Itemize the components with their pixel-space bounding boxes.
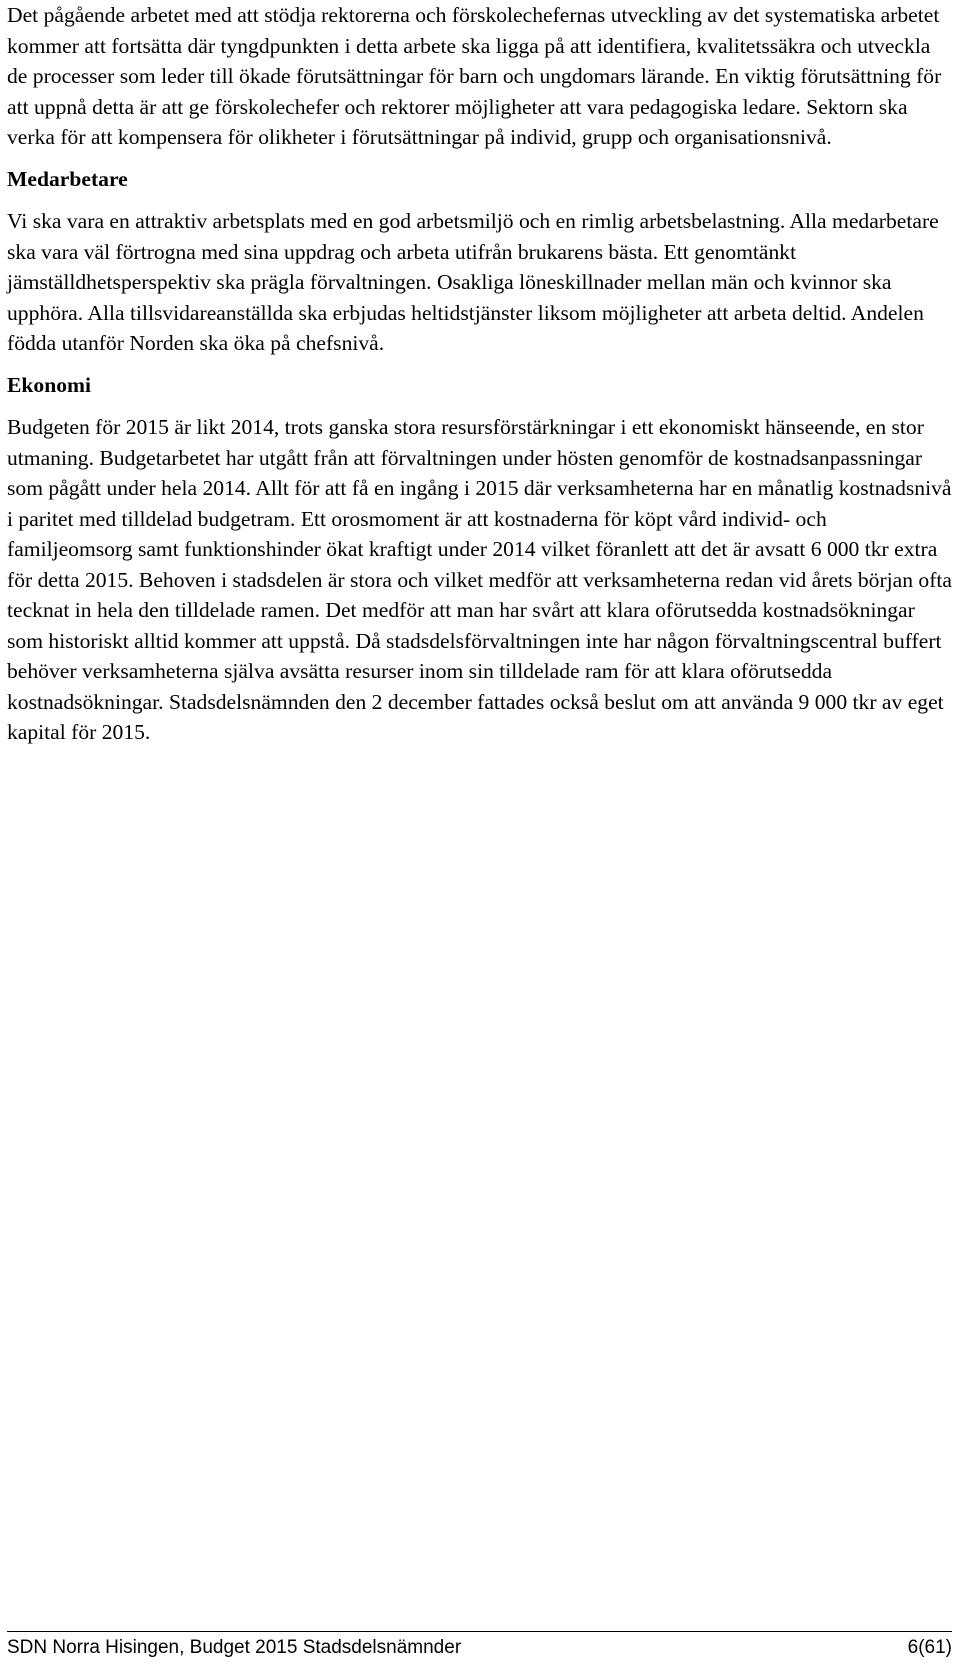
section-paragraph-ekonomi: Budgeten för 2015 är likt 2014, trots ganska stora resursförstärkningar i ett ekonomiskt hänseende, en stor utmaning. Budgetarbetet har utgått från att förvaltningen under hösten genomför de kostnadsanpassningar som pågått under hela 2014. Allt för att få en ingång i 2015 där verksamheterna har en månatlig kostnadsnivå i paritet med tilldelad budgetram. Ett orosmoment är att kostnaderna för köpt vård individ- och familjeomsorg samt funktionshinder ökat kraftigt under 2014 vilket föranlett att det är avsatt 6 000 tkr extra för detta 2015. Behoven i stadsdelen är stora och vilket medför att verksamheterna redan vid årets början ofta tecknat in hela den tilldelade ramen. Det medför att man har svårt att klara oförutsedda kostnadsökningar som historiskt alltid kommer att uppstå. Då stadsdelsförvaltningen inte har någon förvaltningscentral buffert behöver verksamheterna själva avsätta resurser inom sin tilldelade ram för att klara oförutsedda kostnadsökningar. Stadsdelsnämnden den 2 december fattades också beslut om att använda 9 000 tkr av eget kapital för 2015. [7, 415, 952, 744]
section-heading-ekonomi: Ekonomi [7, 372, 92, 397]
footer-page-number: 6(61) [907, 1637, 952, 1658]
footer-divider [7, 1631, 952, 1632]
footer-document-title: SDN Norra Hisingen, Budget 2015 Stadsdelsnämnder [7, 1637, 462, 1658]
intro-paragraph: Det pågående arbetet med att stödja rektorerna och förskolechefernas utveckling av det systematiska arbetet kommer att fortsätta där tyngdpunkten i detta arbete ska ligga på att identifiera, kvalitetssäkra och utveckla de processer som leder till ökade förutsättningar för barn och ungdomars lärande. En viktig förutsättning för att uppnå detta är att ge förskolechefer och rektorer möjligheter att vara pedagogiska ledare. Sektorn ska verka för att kompensera för olikheter i förutsättningar på individ, grupp och organisationsnivå. [7, 3, 942, 149]
document-page [7, 0, 952, 748]
section-heading-medarbetare: Medarbetare [7, 166, 128, 191]
page-footer [7, 1634, 952, 1662]
section-paragraph-medarbetare: Vi ska vara en attraktiv arbetsplats med en god arbetsmiljö och en rimlig arbetsbelastning. Alla medarbetare ska vara väl förtrogna med sina uppdrag och arbeta utifrån brukarens bästa. Ett genomtänkt jämställdhetsperspektiv ska prägla förvaltningen. Osakliga löneskillnader mellan män och kvinnor ska upphöra. Alla tillsvidareanställda ska erbjudas heltidstjänster liksom möjligheter att arbeta deltid. Andelen födda utanför Norden ska öka på chefsnivå. [7, 209, 939, 355]
